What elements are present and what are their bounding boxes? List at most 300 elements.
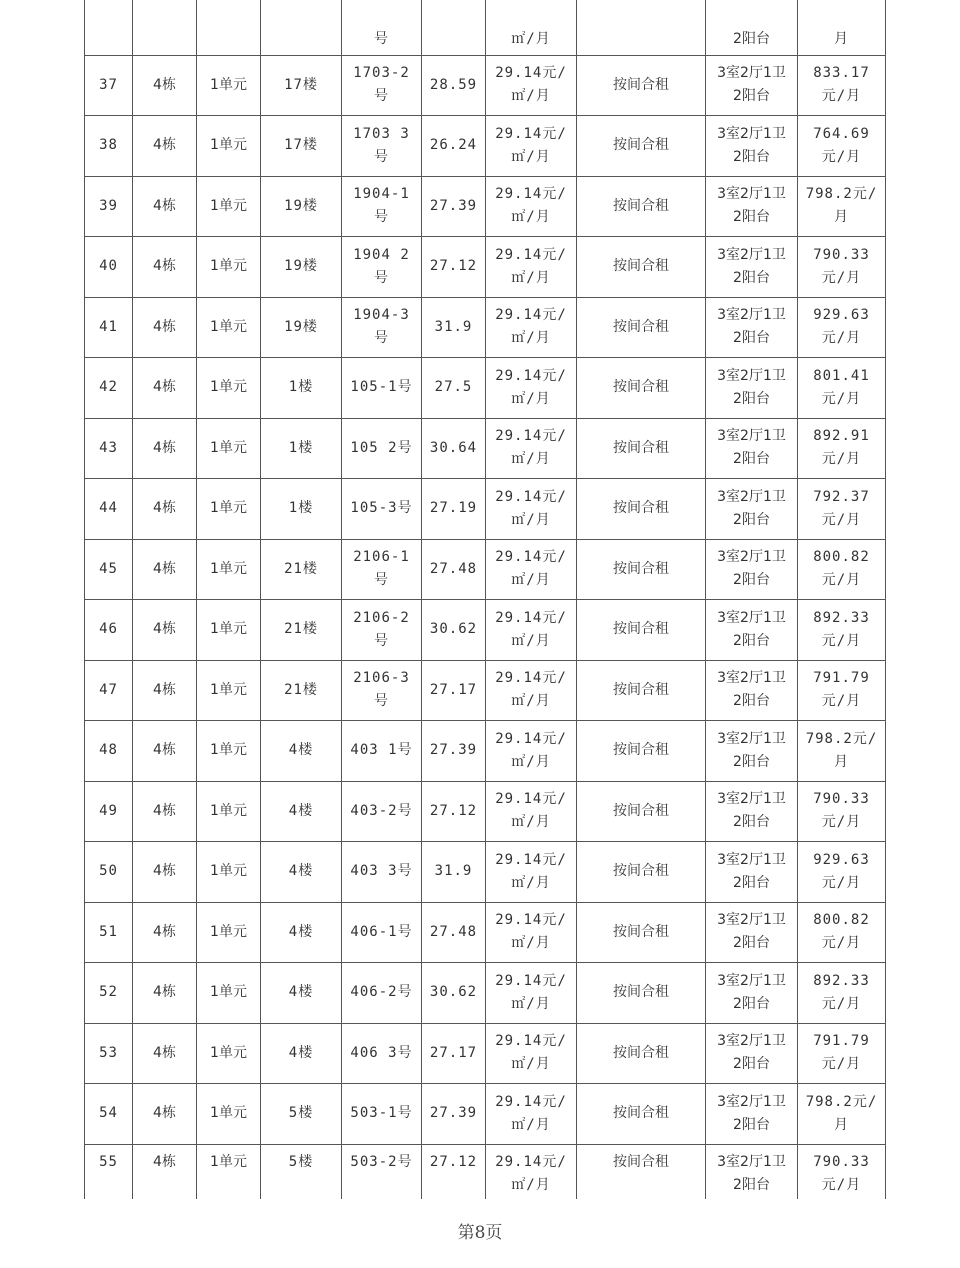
unit-price-line: 29.14元/ bbox=[495, 1033, 567, 1050]
cell-rental-mode: 按间合租 bbox=[577, 237, 706, 298]
room-layout-line: 2阳台 bbox=[733, 209, 770, 226]
cell-area: 30.62 bbox=[422, 600, 486, 661]
unit-price-line: 29.14元/ bbox=[495, 65, 567, 82]
unit-price-line: 29.14元/ bbox=[495, 609, 567, 626]
cell-unit: 1单元 bbox=[197, 297, 261, 358]
cell-room-number: 406 3号 bbox=[342, 1023, 422, 1084]
monthly-rent-line: 801.41 bbox=[813, 367, 870, 384]
room-layout-line: 3室2厅1卫 bbox=[717, 1153, 786, 1170]
monthly-rent-line: 月 bbox=[834, 753, 849, 770]
monthly-rent-line: 元/月 bbox=[821, 390, 862, 407]
cell-building: 4栋 bbox=[133, 297, 197, 358]
table-row bbox=[85, 1023, 886, 1084]
cell-area bbox=[422, 0, 486, 55]
unit-price-line: ㎡/月 bbox=[511, 995, 551, 1012]
cell-room-layout bbox=[706, 963, 798, 1024]
monthly-rent-line: 892.33 bbox=[813, 972, 870, 989]
monthly-rent-line: 元/月 bbox=[821, 874, 862, 891]
cell-room-layout: 2阳台 bbox=[706, 0, 798, 55]
table-row bbox=[85, 963, 886, 1024]
cell-unit: 1单元 bbox=[197, 963, 261, 1024]
room-layout-line: 2阳台 bbox=[733, 511, 770, 528]
cell-floor: 17楼 bbox=[261, 116, 342, 177]
room-number-line: 2106-1 bbox=[353, 549, 410, 566]
cell-room-layout bbox=[706, 297, 798, 358]
cell-building: 4栋 bbox=[133, 963, 197, 1024]
cell-monthly-rent bbox=[798, 539, 886, 600]
cell-monthly-rent bbox=[798, 418, 886, 479]
cell-row-number: 51 bbox=[85, 902, 133, 963]
cell-unit: 1单元 bbox=[197, 842, 261, 903]
room-number-line: 1703 3 bbox=[353, 125, 410, 142]
room-layout-line: 3室2厅1卫 bbox=[717, 488, 786, 505]
cell-rental-mode: 按间合租 bbox=[577, 1084, 706, 1145]
room-layout-line: 3室2厅1卫 bbox=[717, 1093, 786, 1110]
room-number-line: 号 bbox=[374, 693, 389, 710]
page-number: 第8页 bbox=[457, 1223, 503, 1243]
table-row bbox=[85, 902, 886, 963]
cell-building: 4栋 bbox=[133, 660, 197, 721]
cell-unit-price bbox=[486, 116, 577, 177]
cell-unit: 1单元 bbox=[197, 55, 261, 116]
unit-price-line: ㎡/月 bbox=[511, 209, 551, 226]
cell-rental-mode: 按间合租 bbox=[577, 1023, 706, 1084]
monthly-rent-line: 元/月 bbox=[821, 88, 862, 105]
room-number-line: 号 bbox=[374, 632, 389, 649]
room-layout-line: 3室2厅1卫 bbox=[717, 549, 786, 566]
cell-row-number: 43 bbox=[85, 418, 133, 479]
room-number-line: 号 bbox=[374, 209, 389, 226]
cell-rental-mode bbox=[577, 0, 706, 55]
cell-unit: 1单元 bbox=[197, 418, 261, 479]
cell-room-layout bbox=[706, 539, 798, 600]
cell-room-number bbox=[342, 660, 422, 721]
room-number-line: 号 bbox=[374, 148, 389, 165]
cell-room-number bbox=[342, 297, 422, 358]
unit-price-line: ㎡/月 bbox=[511, 88, 551, 105]
cell-room-number: 503-2号 bbox=[342, 1144, 422, 1199]
cell-unit: 1单元 bbox=[197, 539, 261, 600]
cell-area: 27.48 bbox=[422, 539, 486, 600]
cell-row-number: 49 bbox=[85, 781, 133, 842]
cell-room-layout bbox=[706, 1084, 798, 1145]
unit-price-line: 29.14元/ bbox=[495, 307, 567, 324]
unit-price-line: 29.14元/ bbox=[495, 125, 567, 142]
cell-building: 4栋 bbox=[133, 358, 197, 419]
room-layout-line: 3室2厅1卫 bbox=[717, 186, 786, 203]
cell-row-number: 53 bbox=[85, 1023, 133, 1084]
monthly-rent-line: 元/月 bbox=[821, 572, 862, 589]
room-layout-line: 2阳台 bbox=[733, 935, 770, 952]
monthly-rent-line: 892.33 bbox=[813, 609, 870, 626]
monthly-rent-line: 元/月 bbox=[821, 693, 862, 710]
room-layout-line: 2阳台 bbox=[733, 1056, 770, 1073]
cell-area: 27.19 bbox=[422, 479, 486, 540]
cell-room-number: 406-1号 bbox=[342, 902, 422, 963]
table-row bbox=[85, 600, 886, 661]
cell-floor: 5楼 bbox=[261, 1144, 342, 1199]
cell-building: 4栋 bbox=[133, 1144, 197, 1199]
room-layout-line: 2阳台 bbox=[733, 148, 770, 165]
cell-unit: 1单元 bbox=[197, 358, 261, 419]
room-layout-line: 2阳台 bbox=[733, 269, 770, 286]
cell-monthly-rent bbox=[798, 55, 886, 116]
cell-row-number: 55 bbox=[85, 1144, 133, 1199]
unit-price-line: ㎡/月 bbox=[511, 814, 551, 831]
cell-monthly-rent bbox=[798, 297, 886, 358]
cell-floor: 1楼 bbox=[261, 479, 342, 540]
room-number-line: 1703-2 bbox=[353, 65, 410, 82]
room-layout-line: 2阳台 bbox=[733, 390, 770, 407]
room-layout-line: 2阳台 bbox=[733, 451, 770, 468]
cell-row-number: 46 bbox=[85, 600, 133, 661]
table-row bbox=[85, 1144, 886, 1199]
cell-unit: 1单元 bbox=[197, 600, 261, 661]
cell-row-number: 50 bbox=[85, 842, 133, 903]
cell-row-number: 54 bbox=[85, 1084, 133, 1145]
cell-room-number bbox=[342, 55, 422, 116]
cell-row-number: 44 bbox=[85, 479, 133, 540]
room-layout-line: 3室2厅1卫 bbox=[717, 125, 786, 142]
monthly-rent-line: 792.37 bbox=[813, 488, 870, 505]
table-row bbox=[85, 358, 886, 419]
unit-price-line: 29.14元/ bbox=[495, 791, 567, 808]
room-layout-line: 2阳台 bbox=[733, 693, 770, 710]
cell-area: 27.39 bbox=[422, 721, 486, 782]
table-row bbox=[85, 1084, 886, 1145]
cell-unit: 1单元 bbox=[197, 1084, 261, 1145]
cell-floor: 4楼 bbox=[261, 721, 342, 782]
cell-room-number: 403 3号 bbox=[342, 842, 422, 903]
cell-area: 27.17 bbox=[422, 660, 486, 721]
cell-unit-price bbox=[486, 902, 577, 963]
cell-building: 4栋 bbox=[133, 1084, 197, 1145]
unit-price-line: 29.14元/ bbox=[495, 912, 567, 929]
cell-room-layout bbox=[706, 1023, 798, 1084]
cell-room-layout bbox=[706, 660, 798, 721]
table-row bbox=[85, 781, 886, 842]
cell-unit-price bbox=[486, 600, 577, 661]
room-layout-line: 2阳台 bbox=[733, 1116, 770, 1133]
cell-building: 4栋 bbox=[133, 116, 197, 177]
cell-floor: 21楼 bbox=[261, 539, 342, 600]
cell-monthly-rent bbox=[798, 358, 886, 419]
monthly-rent-line: 929.63 bbox=[813, 307, 870, 324]
room-number-line: 号 bbox=[374, 330, 389, 347]
monthly-rent-line: 元/月 bbox=[821, 1176, 862, 1193]
monthly-rent-line: 791.79 bbox=[813, 670, 870, 687]
cell-monthly-rent bbox=[798, 660, 886, 721]
cell-floor: 19楼 bbox=[261, 237, 342, 298]
monthly-rent-line: 元/月 bbox=[821, 451, 862, 468]
cell-rental-mode: 按间合租 bbox=[577, 781, 706, 842]
monthly-rent-line: 929.63 bbox=[813, 851, 870, 868]
cell-floor: 4楼 bbox=[261, 1023, 342, 1084]
cell-area: 31.9 bbox=[422, 297, 486, 358]
cell-room-layout bbox=[706, 358, 798, 419]
cell-unit: 1单元 bbox=[197, 1144, 261, 1199]
unit-price-line: 29.14元/ bbox=[495, 972, 567, 989]
cell-room-layout bbox=[706, 721, 798, 782]
cell-building: 4栋 bbox=[133, 176, 197, 237]
cell-rental-mode: 按间合租 bbox=[577, 479, 706, 540]
room-number-line: 2106-2 bbox=[353, 609, 410, 626]
monthly-rent-line: 月 bbox=[834, 209, 849, 226]
room-layout-line: 3室2厅1卫 bbox=[717, 367, 786, 384]
cell-unit-price bbox=[486, 842, 577, 903]
room-number-line: 1904 2 bbox=[353, 246, 410, 263]
cell-unit-price bbox=[486, 721, 577, 782]
cell-building: 4栋 bbox=[133, 721, 197, 782]
cell-rental-mode: 按间合租 bbox=[577, 721, 706, 782]
cell-area: 27.39 bbox=[422, 176, 486, 237]
cell-rental-mode: 按间合租 bbox=[577, 297, 706, 358]
cell-area: 27.12 bbox=[422, 237, 486, 298]
cell-room-number: 406-2号 bbox=[342, 963, 422, 1024]
room-number-line: 2106-3 bbox=[353, 670, 410, 687]
unit-price-line: ㎡/月 bbox=[511, 874, 551, 891]
cell-monthly-rent bbox=[798, 721, 886, 782]
monthly-rent-line: 元/月 bbox=[821, 995, 862, 1012]
monthly-rent-line: 791.79 bbox=[813, 1033, 870, 1050]
monthly-rent-line: 800.82 bbox=[813, 912, 870, 929]
unit-price-line: ㎡/月 bbox=[511, 935, 551, 952]
cell-room-layout bbox=[706, 237, 798, 298]
cell-area: 27.5 bbox=[422, 358, 486, 419]
table-row-continued bbox=[85, 0, 886, 55]
room-layout-line: 3室2厅1卫 bbox=[717, 791, 786, 808]
cell-floor: 1楼 bbox=[261, 358, 342, 419]
cell-room-layout bbox=[706, 479, 798, 540]
table-row bbox=[85, 237, 886, 298]
cell-floor: 19楼 bbox=[261, 297, 342, 358]
monthly-rent-line: 元/月 bbox=[821, 511, 862, 528]
cell-row-number bbox=[85, 0, 133, 55]
cell-unit-price bbox=[486, 479, 577, 540]
cell-room-number: 105 2号 bbox=[342, 418, 422, 479]
table-row bbox=[85, 479, 886, 540]
monthly-rent-line: 764.69 bbox=[813, 125, 870, 142]
cell-area: 27.48 bbox=[422, 902, 486, 963]
cell-rental-mode: 按间合租 bbox=[577, 358, 706, 419]
cell-rental-mode: 按间合租 bbox=[577, 418, 706, 479]
unit-price-line: 29.14元/ bbox=[495, 186, 567, 203]
cell-row-number: 41 bbox=[85, 297, 133, 358]
room-layout-line: 3室2厅1卫 bbox=[717, 1033, 786, 1050]
unit-price-line: 29.14元/ bbox=[495, 851, 567, 868]
cell-room-number: 105-3号 bbox=[342, 479, 422, 540]
monthly-rent-line: 元/月 bbox=[821, 148, 862, 165]
monthly-rent-line: 元/月 bbox=[821, 935, 862, 952]
cell-floor: 5楼 bbox=[261, 1084, 342, 1145]
cell-row-number: 37 bbox=[85, 55, 133, 116]
cell-area: 30.62 bbox=[422, 963, 486, 1024]
cell-building: 4栋 bbox=[133, 842, 197, 903]
room-layout-line: 2阳台 bbox=[733, 1176, 770, 1193]
cell-unit-price bbox=[486, 237, 577, 298]
monthly-rent-line: 元/月 bbox=[821, 330, 862, 347]
cell-unit-price bbox=[486, 781, 577, 842]
cell-floor: 21楼 bbox=[261, 660, 342, 721]
cell-floor: 17楼 bbox=[261, 55, 342, 116]
cell-room-number bbox=[342, 539, 422, 600]
monthly-rent-line: 892.91 bbox=[813, 428, 870, 445]
room-layout-line: 3室2厅1卫 bbox=[717, 972, 786, 989]
room-layout-line: 2阳台 bbox=[733, 88, 770, 105]
cell-room-layout bbox=[706, 55, 798, 116]
table-row bbox=[85, 297, 886, 358]
cell-floor: 4楼 bbox=[261, 963, 342, 1024]
cell-row-number: 48 bbox=[85, 721, 133, 782]
table-row bbox=[85, 721, 886, 782]
monthly-rent-line: 833.17 bbox=[813, 65, 870, 82]
unit-price-line: ㎡/月 bbox=[511, 1056, 551, 1073]
cell-floor: 21楼 bbox=[261, 600, 342, 661]
monthly-rent-line: 790.33 bbox=[813, 791, 870, 808]
table-row bbox=[85, 842, 886, 903]
monthly-rent-line: 800.82 bbox=[813, 549, 870, 566]
cell-unit-price bbox=[486, 539, 577, 600]
unit-price-line: 29.14元/ bbox=[495, 549, 567, 566]
unit-price-line: 29.14元/ bbox=[495, 488, 567, 505]
unit-price-line: ㎡/月 bbox=[511, 693, 551, 710]
unit-price-line: 29.14元/ bbox=[495, 670, 567, 687]
unit-price-line: ㎡/月 bbox=[511, 753, 551, 770]
unit-price-line: ㎡/月 bbox=[511, 1116, 551, 1133]
room-layout-line: 2阳台 bbox=[733, 572, 770, 589]
cell-building: 4栋 bbox=[133, 781, 197, 842]
cell-unit: 1单元 bbox=[197, 176, 261, 237]
unit-price-line: 29.14元/ bbox=[495, 428, 567, 445]
cell-building bbox=[133, 0, 197, 55]
monthly-rent-line: 798.2元/ bbox=[805, 730, 878, 747]
cell-room-layout bbox=[706, 842, 798, 903]
cell-unit-price bbox=[486, 1084, 577, 1145]
unit-price-line: 29.14元/ bbox=[495, 246, 567, 263]
cell-row-number: 40 bbox=[85, 237, 133, 298]
room-layout-line: 2阳台 bbox=[733, 874, 770, 891]
room-layout-line: 3室2厅1卫 bbox=[717, 65, 786, 82]
cell-building: 4栋 bbox=[133, 418, 197, 479]
cell-room-layout bbox=[706, 781, 798, 842]
cell-area: 28.59 bbox=[422, 55, 486, 116]
monthly-rent-line: 元/月 bbox=[821, 269, 862, 286]
cell-area: 27.12 bbox=[422, 1144, 486, 1199]
room-number-line: 号 bbox=[374, 572, 389, 589]
cell-unit: 1单元 bbox=[197, 660, 261, 721]
cell-building: 4栋 bbox=[133, 600, 197, 661]
cell-room-number: 号 bbox=[342, 0, 422, 55]
table-row bbox=[85, 660, 886, 721]
monthly-rent-line: 790.33 bbox=[813, 1153, 870, 1170]
room-layout-line: 3室2厅1卫 bbox=[717, 307, 786, 324]
room-layout-line: 2阳台 bbox=[733, 753, 770, 770]
cell-room-layout bbox=[706, 176, 798, 237]
cell-monthly-rent bbox=[798, 116, 886, 177]
cell-unit: 1单元 bbox=[197, 721, 261, 782]
cell-unit: 1单元 bbox=[197, 116, 261, 177]
cell-room-layout bbox=[706, 1144, 798, 1199]
unit-price-line: ㎡/月 bbox=[511, 390, 551, 407]
cell-floor: 4楼 bbox=[261, 781, 342, 842]
unit-price-line: ㎡/月 bbox=[511, 1176, 551, 1193]
room-layout-line: 3室2厅1卫 bbox=[717, 912, 786, 929]
table-row bbox=[85, 116, 886, 177]
unit-price-line: ㎡/月 bbox=[511, 330, 551, 347]
table-row bbox=[85, 176, 886, 237]
room-layout-line: 3室2厅1卫 bbox=[717, 246, 786, 263]
unit-price-line: 29.14元/ bbox=[495, 367, 567, 384]
cell-floor: 4楼 bbox=[261, 842, 342, 903]
monthly-rent-line: 元/月 bbox=[821, 814, 862, 831]
cell-monthly-rent bbox=[798, 1084, 886, 1145]
cell-row-number: 52 bbox=[85, 963, 133, 1024]
room-layout-line: 2阳台 bbox=[733, 814, 770, 831]
cell-unit-price bbox=[486, 963, 577, 1024]
cell-rental-mode: 按间合租 bbox=[577, 902, 706, 963]
rental-table-container bbox=[84, 0, 885, 1200]
cell-room-number bbox=[342, 600, 422, 661]
room-layout-line: 3室2厅1卫 bbox=[717, 609, 786, 626]
cell-monthly-rent: 月 bbox=[798, 0, 886, 55]
room-layout-line: 2阳台 bbox=[733, 995, 770, 1012]
cell-monthly-rent bbox=[798, 781, 886, 842]
room-layout-line: 3室2厅1卫 bbox=[717, 851, 786, 868]
room-layout-line: 2阳台 bbox=[733, 632, 770, 649]
room-layout-line: 3室2厅1卫 bbox=[717, 730, 786, 747]
table-row bbox=[85, 418, 886, 479]
cell-unit-price bbox=[486, 418, 577, 479]
room-layout-line: 3室2厅1卫 bbox=[717, 670, 786, 687]
cell-building: 4栋 bbox=[133, 539, 197, 600]
table-row bbox=[85, 539, 886, 600]
unit-price-line: ㎡/月 bbox=[511, 451, 551, 468]
cell-monthly-rent bbox=[798, 842, 886, 903]
cell-rental-mode: 按间合租 bbox=[577, 600, 706, 661]
room-number-line: 1904-3 bbox=[353, 307, 410, 324]
cell-row-number: 38 bbox=[85, 116, 133, 177]
cell-rental-mode: 按间合租 bbox=[577, 842, 706, 903]
cell-unit-price bbox=[486, 1023, 577, 1084]
cell-floor: 19楼 bbox=[261, 176, 342, 237]
cell-row-number: 42 bbox=[85, 358, 133, 419]
cell-monthly-rent bbox=[798, 902, 886, 963]
cell-unit bbox=[197, 0, 261, 55]
unit-price-line: 29.14元/ bbox=[495, 730, 567, 747]
monthly-rent-line: 元/月 bbox=[821, 1056, 862, 1073]
cell-unit-price bbox=[486, 660, 577, 721]
cell-room-number bbox=[342, 116, 422, 177]
unit-price-line: ㎡/月 bbox=[511, 632, 551, 649]
room-number-line: 号 bbox=[374, 269, 389, 286]
cell-monthly-rent bbox=[798, 479, 886, 540]
cell-building: 4栋 bbox=[133, 902, 197, 963]
cell-rental-mode: 按间合租 bbox=[577, 660, 706, 721]
unit-price-line: 29.14元/ bbox=[495, 1153, 567, 1170]
cell-unit-price bbox=[486, 297, 577, 358]
cell-row-number: 47 bbox=[85, 660, 133, 721]
cell-rental-mode: 按间合租 bbox=[577, 55, 706, 116]
room-number-line: 1904-1 bbox=[353, 186, 410, 203]
cell-room-layout bbox=[706, 600, 798, 661]
unit-price-line: 29.14元/ bbox=[495, 1093, 567, 1110]
cell-monthly-rent bbox=[798, 600, 886, 661]
cell-unit-price: ㎡/月 bbox=[486, 0, 577, 55]
cell-row-number: 39 bbox=[85, 176, 133, 237]
cell-floor: 4楼 bbox=[261, 902, 342, 963]
cell-area: 27.12 bbox=[422, 781, 486, 842]
cell-room-number bbox=[342, 176, 422, 237]
